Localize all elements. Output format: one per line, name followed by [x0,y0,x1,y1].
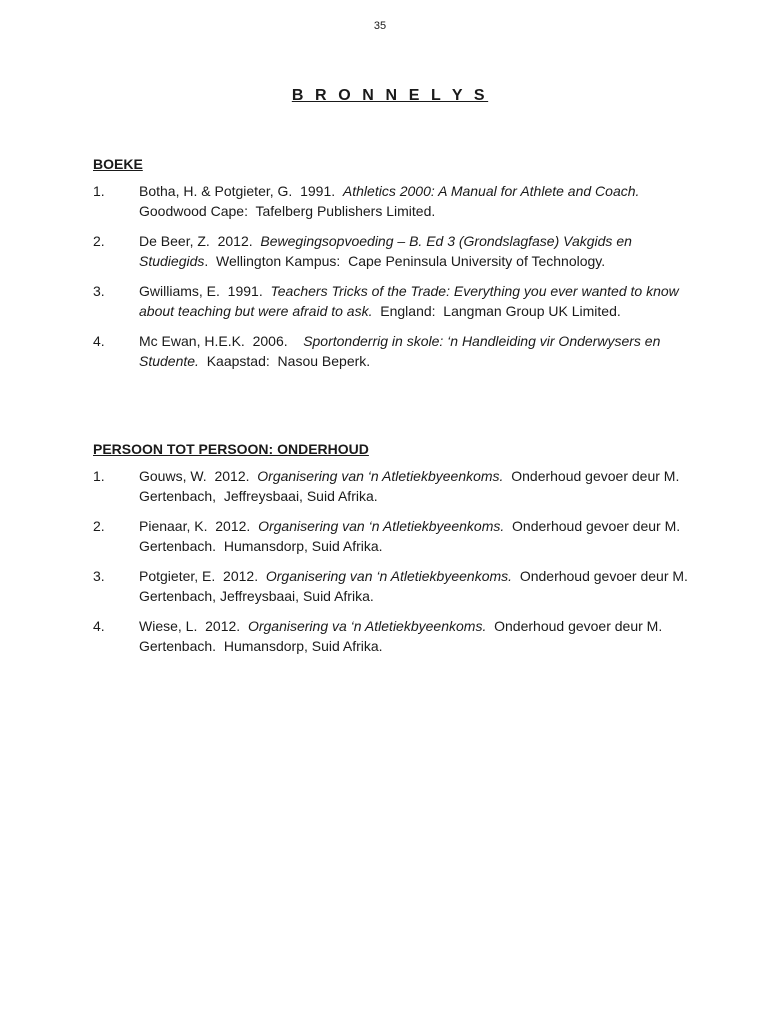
reference-title: Organisering va ‘n Atletiekbyeenkoms. [247,618,487,634]
reference-number: 2. [93,233,105,249]
reference-publisher: . Wellington Kampus: Cape Peninsula University of Technology. [204,252,606,269]
reference-entry [93,182,693,221]
section-interviews [93,440,693,667]
reference-entry [93,567,693,606]
reference-title: Organisering van ‘n Atletiekbyeenkoms. [265,568,513,584]
reference-text [139,517,693,556]
reference-number: 1. [93,183,105,199]
section-heading-books: BOEKE [93,156,143,172]
reference-number: 4. [93,618,105,634]
page-title: B R O N N E L Y S [291,87,489,104]
section-heading-interviews: PERSOON TOT PERSOON: ONDERHOUD [93,441,369,457]
reference-author-year: Botha, H. & Potgieter, G. 1991. [139,183,343,199]
reference-publisher: Onderhoud gevoer deur M. Gertenbach, Jeffreysbaai, Suid Afrika. [139,468,684,504]
reference-author-year: Wiese, L. 2012. [139,618,248,634]
reference-author-year: Gwilliams, E. 1991. [139,283,271,299]
reference-number: 3. [93,568,105,584]
section-books [93,155,693,382]
reference-title: Athletics 2000: A Manual for Athlete and Coach. [342,183,640,199]
reference-text [139,467,693,506]
reference-number: 3. [93,283,105,299]
reference-entry [93,617,693,656]
reference-text [139,232,693,271]
reference-title: Sportonderrig in skole: ‘n Handleiding vir Onderwysers en Studente. [139,333,661,369]
reference-title: Organisering van ‘n Atletiekbyeenkoms. [257,468,504,484]
reference-number: 1. [93,468,105,484]
page-number: 35 [373,20,387,32]
reference-author-year: Pienaar, K. 2012. [139,518,259,534]
reference-publisher: Onderhoud gevoer deur M. Gertenbach. Humansdorp, Suid Afrika. [139,618,667,654]
reference-text [139,332,693,371]
reference-author-year: Gouws, W. 2012. [139,468,258,484]
reference-text [139,182,693,221]
reference-entry [93,467,693,506]
reference-publisher: Goodwood Cape: Tafelberg Publishers Limited. [139,183,648,219]
reference-publisher: Onderhoud gevoer deur M. Gertenbach. Humansdorp, Suid Afrika. [139,518,685,554]
reference-number: 4. [93,333,105,349]
reference-publisher: Onderhoud gevoer deur M. Gertenbach, Jeffreysbaai, Suid Afrika. [139,568,692,604]
reference-publisher: England: Langman Group UK Limited. [372,302,621,319]
reference-title: Organisering van ‘n Atletiekbyeenkoms. [258,518,505,534]
reference-entry [93,517,693,556]
reference-entry [93,282,693,321]
reference-publisher: Kaapstad: Nasou Beperk. [198,352,371,369]
reference-text [139,282,693,321]
reference-title: Bewegingsopvoeding – B. Ed 3 (Grondslagfase) Vakgids en Studiegids [139,233,632,269]
reference-text [139,567,693,606]
reference-author-year: De Beer, Z. 2012. [139,233,261,249]
reference-author-year: Potgieter, E. 2012. [139,568,266,584]
reference-author-year: Mc Ewan, H.E.K. 2006. [139,333,304,349]
reference-number: 2. [93,518,105,534]
reference-title: Teachers Tricks of the Trade: Everything you ever wanted to know about teaching but were afraid to ask. [139,283,679,319]
reference-entry [93,332,693,371]
reference-entry [93,232,693,271]
reference-text [139,617,693,656]
